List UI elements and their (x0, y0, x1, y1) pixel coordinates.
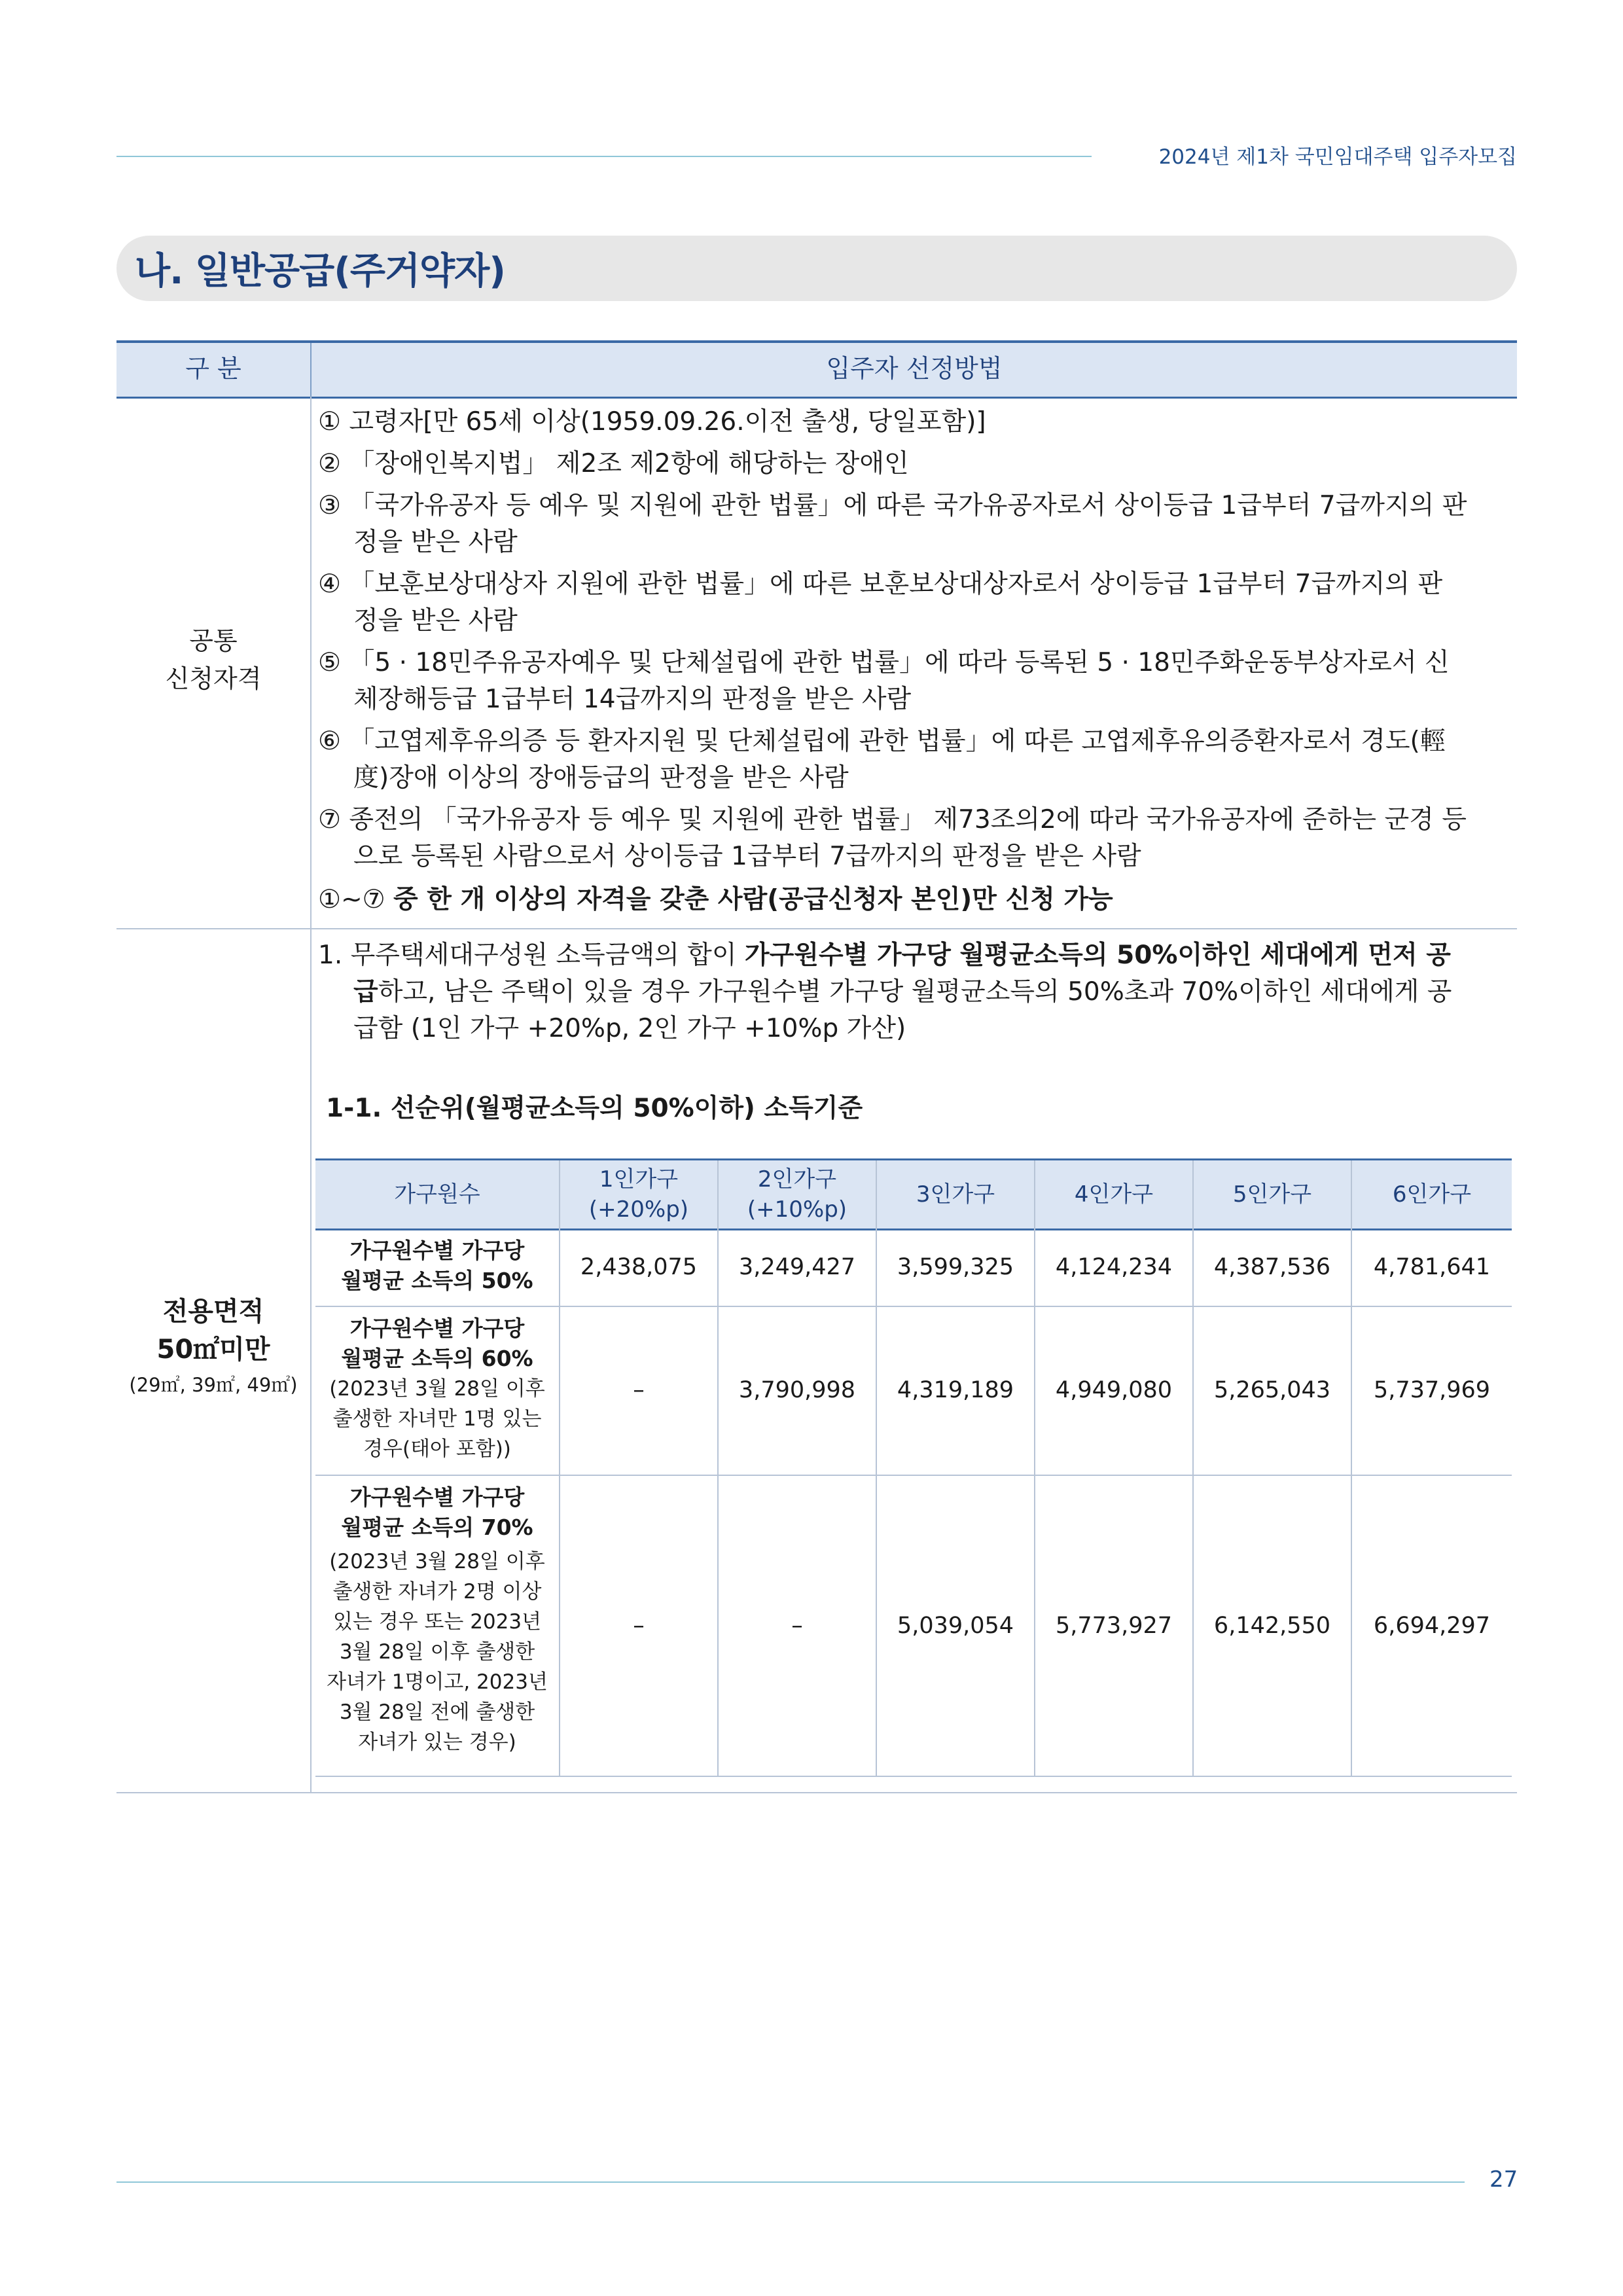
qualification-item-4-cont: 정을 받은 사람 (353, 606, 518, 636)
column-header-method: 입주자 선정방법 (826, 354, 1003, 383)
income-50-2p: 3,249,427 (738, 1254, 856, 1280)
summary-text: 중 한 개 이상의 자격을 갖춘 사람(공급신청자 본인)만 신청 가능 (393, 885, 1113, 914)
table-bottom-rule (116, 1792, 1517, 1793)
income-60-6p: 5,737,969 (1373, 1377, 1491, 1403)
income-70-2p: – (791, 1613, 803, 1639)
income-60-5p: 5,265,043 (1213, 1377, 1331, 1403)
selection-rule-line1 (318, 937, 1510, 974)
row-rule (116, 928, 1517, 929)
category-common-line1: 공통 (189, 626, 238, 655)
income-50-1p: 2,438,075 (580, 1254, 698, 1280)
income-50-5p: 4,387,536 (1213, 1254, 1331, 1280)
income-60-4p: 4,949,080 (1055, 1377, 1173, 1403)
income-60-3p: 4,319,189 (897, 1377, 1014, 1403)
qualification-summary (318, 882, 1510, 918)
rule-l1-a: 1. 무주택세대구성원 소득금액의 합이 (318, 941, 745, 970)
category-area (116, 1293, 310, 1401)
category-common (116, 622, 310, 698)
document-title: 2024년 제1차 국민임대주택 입주자모집 (1158, 145, 1517, 169)
income-subtitle: 1-1. 선순위(월평균소득의 50%이하) 소득기준 (326, 1094, 863, 1123)
income-header-household: 가구원수 (394, 1181, 480, 1208)
selection-rule-line3: 급함 (1인 가구 +20%p, 2인 가구 +10%p 가산) (353, 1014, 906, 1043)
rule-l1-b: 가구원수별 가구당 월평균소득의 50%이하인 세대에게 먼저 공 (744, 941, 1451, 970)
qualification-item-5-cont: 체장해등급 1급부터 14급까지의 판정을 받은 사람 (353, 685, 912, 714)
header-rule (116, 156, 1092, 157)
section-title: 나. 일반공급(주거약자) (135, 250, 505, 293)
income-row-rule (315, 1776, 1512, 1777)
rule-l2-a: 급 (353, 977, 378, 1007)
income-50-4p: 4,124,234 (1055, 1254, 1173, 1280)
income-50-6p: 4,781,641 (1373, 1254, 1491, 1280)
income-header-1p: 1인가구 (+20%p) (588, 1166, 689, 1223)
qualification-item-5: ⑤ 「5 · 18민주유공자예우 및 단체설립에 관한 법률」에 따라 등록된 5 · 18민주화운동부상자로서 신 (318, 648, 1450, 677)
income-70-6p: 6,694,297 (1373, 1613, 1491, 1639)
income-header-2p: 2인가구 (+10%p) (747, 1166, 847, 1223)
footer-rule (116, 2181, 1465, 2183)
income-60-2p: 3,790,998 (738, 1377, 856, 1403)
category-area-line1: 전용면적 (162, 1297, 264, 1327)
qualification-item-7-cont: 으로 등록된 사람으로서 상이등급 1급부터 7급까지의 판정을 받은 사람 (353, 842, 1141, 871)
income-header-3p: 3인가구 (916, 1181, 995, 1208)
category-area-line2: 50㎡미만 (156, 1335, 270, 1365)
income-header-6p: 6인가구 (1392, 1181, 1472, 1208)
qualification-item-4: ④ 「보훈보상대상자 지원에 관한 법률」에 따른 보훈보상대상자로서 상이등급 1급부터 7급까지의 판 (318, 569, 1443, 599)
category-divider (310, 397, 312, 1793)
qualification-item-1: ① 고령자[만 65세 이상(1959.09.26.이전 출생, 당일포함)] (318, 407, 986, 437)
income-70-4p: 5,773,927 (1055, 1613, 1173, 1639)
rule-l2-b: 하고, 남은 주택이 있을 경우 가구원수별 가구당 월평균소득의 50%초과 70%이하인 세대에게 공 (378, 977, 1452, 1007)
income-50-3p: 3,599,325 (897, 1254, 1014, 1280)
page-number: 27 (1489, 2166, 1518, 2193)
qualification-item-7: ⑦ 종전의 「국가유공자 등 예우 및 지원에 관한 법률」 제73조의2에 따라 국가유공자에 준하는 군경 등 (318, 805, 1467, 834)
income-row-rule (315, 1306, 1512, 1307)
income-row-label-60: 가구원수별 가구당 월평균 소득의 60% (2023년 3월 28일 이후 출생한 자녀만 1명 있는 경우(태아 포함)) (329, 1316, 545, 1461)
qualification-item-3: ③ 「국가유공자 등 예우 및 지원에 관한 법률」에 따른 국가유공자로서 상이등급 1급부터 7급까지의 판 (318, 491, 1467, 520)
income-header-5p: 5인가구 (1232, 1181, 1312, 1208)
header-divider (310, 343, 312, 397)
income-70-1p: – (633, 1613, 645, 1639)
qualification-item-6-cont: 度)장애 이상의 장애등급의 판정을 받은 사람 (353, 763, 849, 793)
column-header-category: 구 분 (185, 354, 241, 383)
income-row-rule (315, 1475, 1512, 1476)
income-header-4p: 4인가구 (1074, 1181, 1154, 1208)
qualification-item-6: ⑥ 「고엽제후유의증 등 환자지원 및 단체설립에 관한 법률」에 따른 고엽제후유의증환자로서 경도(輕 (318, 726, 1446, 756)
category-common-line2: 신청자격 (165, 664, 262, 693)
income-row-label-70: 가구원수별 가구당 월평균 소득의 70% (2023년 3월 28일 이후 출생한 자녀가 2명 이상 있는 경우 또는 2023년 3월 28일 이후 출생한 자녀가 1명이고, 2023년 3월 28일 전에 출생한 자녀가 있는 경우) (327, 1484, 548, 1754)
income-70-5p: 6,142,550 (1213, 1613, 1331, 1639)
qualification-item-2: ② 「장애인복지법」 제2조 제2항에 해당하는 장애인 (318, 449, 909, 478)
income-row-label-50: 가구원수별 가구당 월평균 소득의 50% (341, 1238, 533, 1293)
category-area-line3: (29㎡, 39㎡, 49㎡) (129, 1374, 298, 1396)
income-60-1p: – (633, 1377, 645, 1403)
income-70-3p: 5,039,054 (897, 1613, 1014, 1639)
selection-rule-line2 (353, 974, 1546, 1011)
summary-prefix: ①~⑦ (318, 885, 385, 914)
qualification-item-3-cont: 정을 받은 사람 (353, 528, 518, 557)
